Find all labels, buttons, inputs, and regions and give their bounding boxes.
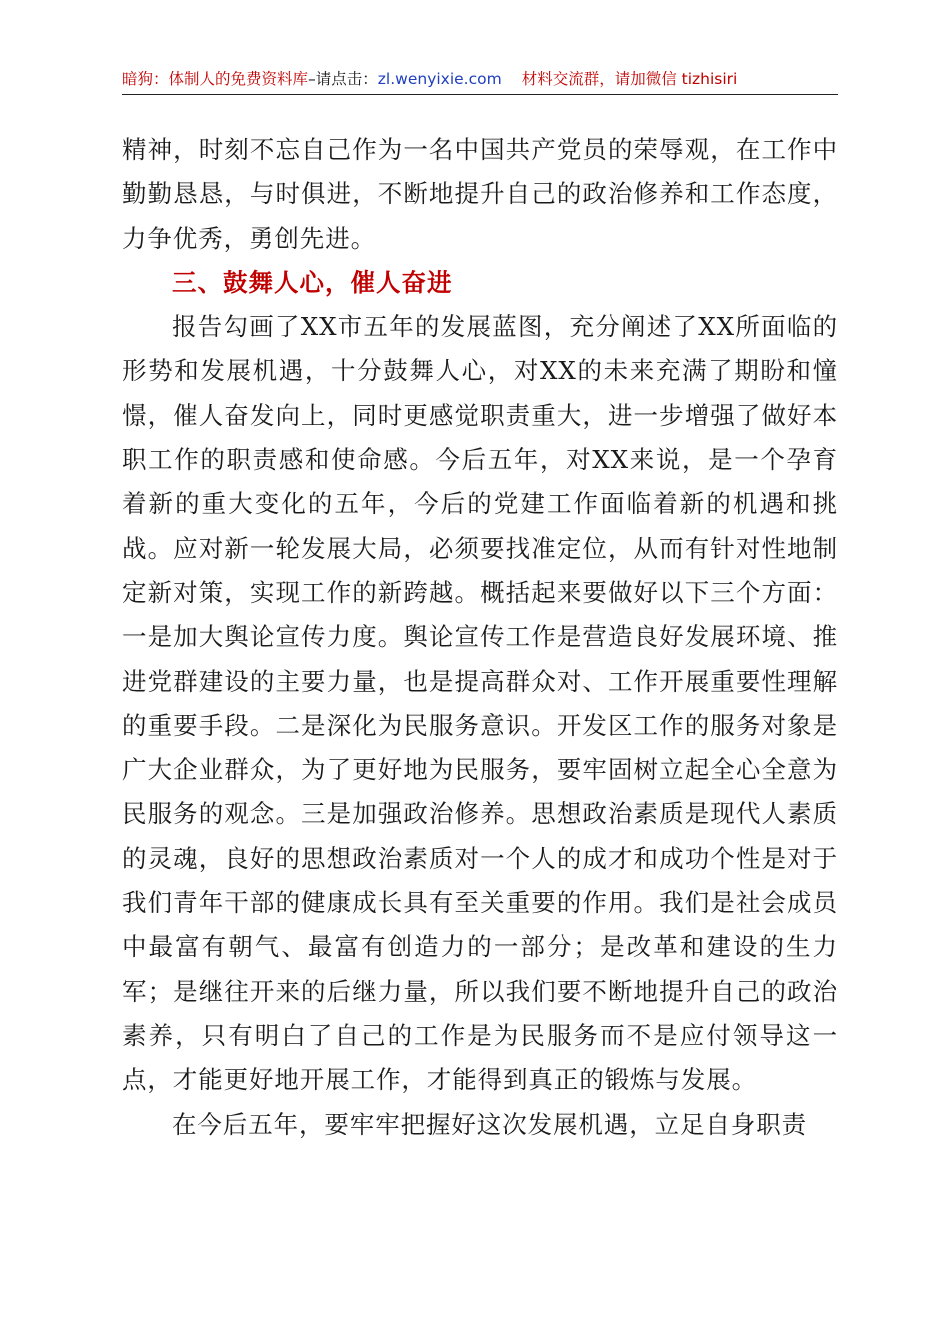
body-paragraph-2: 在今后五年，要牢牢把握好这次发展机遇，立足自身职责 xyxy=(172,1109,807,1139)
body-paragraph-1: 报告勾画了XX市五年的发展蓝图，充分阐述了XX所面临的形势和发展机遇，十分鼓舞人心，对XX的未来充满了期盼和憧憬，催人奋发向上，同时更感觉职责重大，进一步增强了做好本职工作的职责感和使命感。今后五年，对XX来说，是一个孕育着新的重大变化的五年，今后的党建工作面临着新的机遇和挑战。应对新一轮发展大局，必须要找准定位，从而有针对性地制定新对策，实现工作的新跨越。概括起来要做好以下三个方面：一是加大舆论宣传力度。舆论宣传工作是营造良好发展环境、推进党群建设的主要力量，也是提高群众对、工作开展重要性理解的重要手段。二是深化为民服务意识。开发区工作的服务对象是广大企业群众，为了更好地为民服务，要牢固树立起全心全意为民服务的观念。三是加强政治修养。思想政治素质是现代人素质的灵魂，良好的思想政治素质对一个人的成才和成功个性是对于我们青年干部的健康成长具有至关重要的作用。我们是社会成员中最富有朝气、最富有创造力的一部分；是改革和建设的生力军；是继往开来的后继力量，所以我们要不断地提升自己的政治素养，只有明白了自己的工作是为民服务而不是应付领导这一点，才能更好地开展工作，才能得到真正的锻炼与发展。 xyxy=(122,312,838,1095)
section-heading: 三、鼓舞人心，催人奋进 xyxy=(172,267,453,297)
document-body xyxy=(122,128,838,1147)
header-site-name: 暗狗：体制人的免费资料库 xyxy=(122,70,309,88)
continuation-paragraph: 精神，时刻不忘自己作为一名中国共产党员的荣辱观，在工作中勤勤恳恳，与时俱进，不断地提升自己的政治修养和工作态度，力争优秀，勇创先进。 xyxy=(122,135,838,253)
header-wechat-note: 材料交流群，请加微信 tizhisiri xyxy=(521,70,738,88)
header-url-link[interactable]: zl.wenyixie.com xyxy=(377,70,502,88)
page-header xyxy=(122,66,838,92)
header-click-prefix: –请点击： xyxy=(308,70,378,88)
header-divider xyxy=(122,94,838,95)
